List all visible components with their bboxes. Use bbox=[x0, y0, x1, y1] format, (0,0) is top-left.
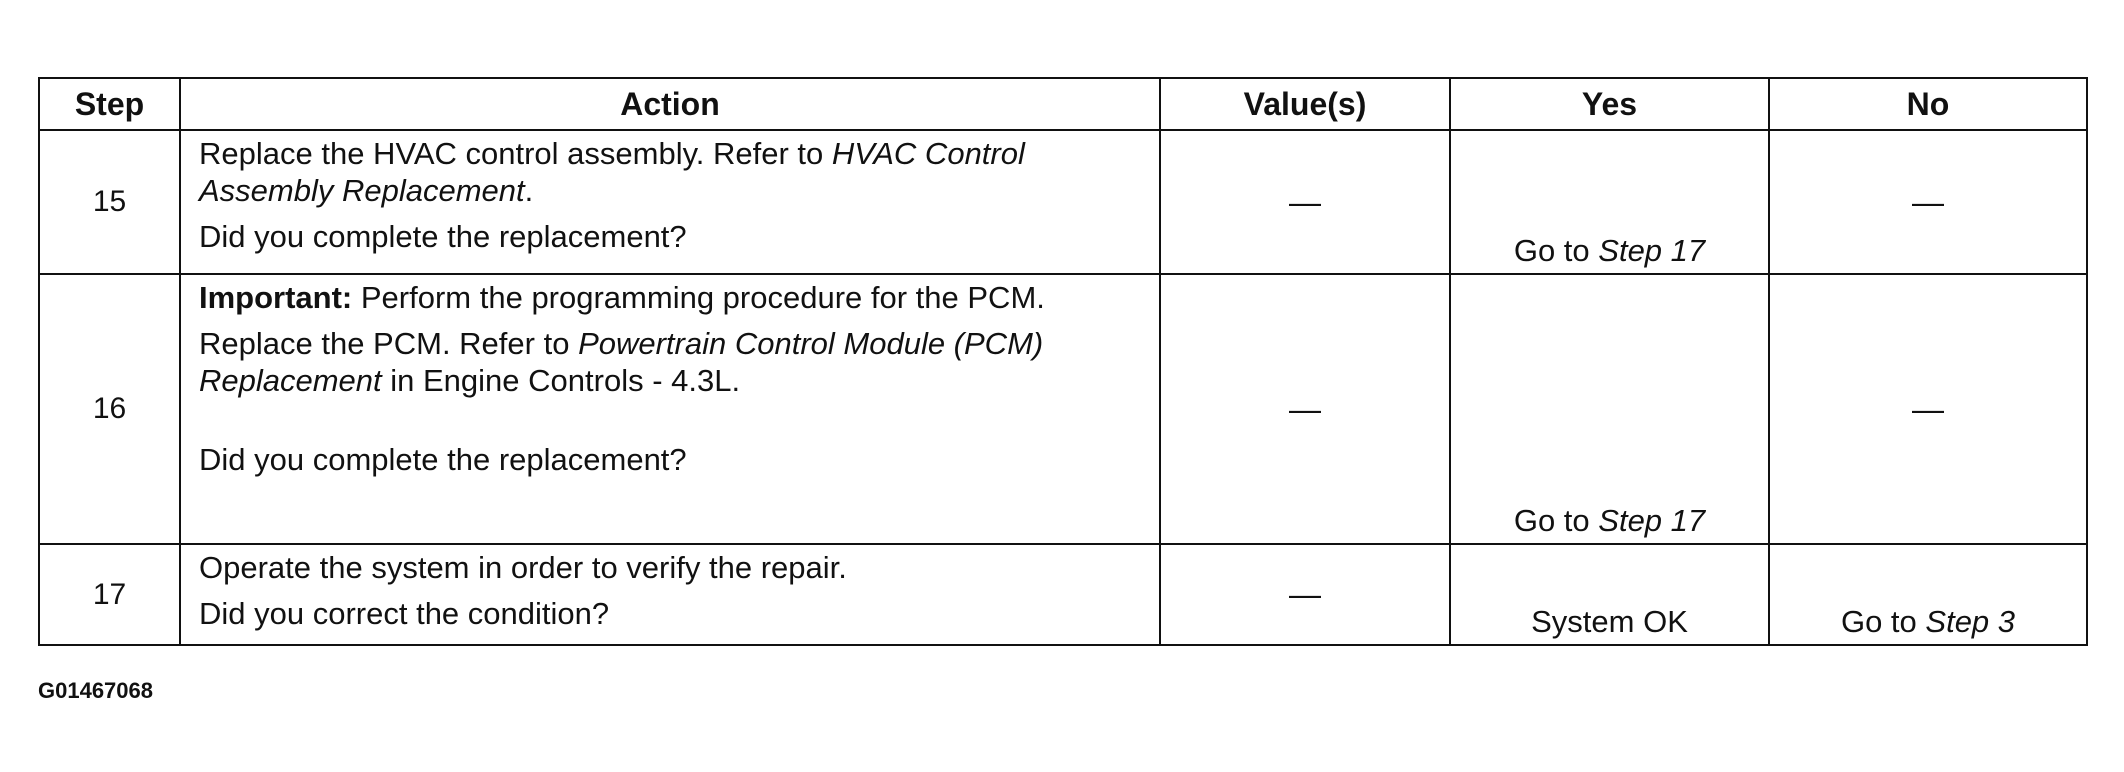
values-cell: — bbox=[1160, 544, 1450, 645]
action-question: Did you complete the replacement? bbox=[199, 442, 687, 477]
no-cell: — bbox=[1769, 130, 2087, 274]
header-no: No bbox=[1769, 78, 2087, 130]
figure-id: G01467068 bbox=[38, 678, 153, 703]
table-row bbox=[39, 544, 2087, 645]
header-step: Step bbox=[39, 78, 180, 130]
values-cell: — bbox=[1160, 274, 1450, 544]
action-instruction: Replace the PCM. Refer to Powertrain Control Module (PCM) Replacement in Engine Controls - 4.3L. bbox=[199, 326, 1044, 398]
no-cell: Go to Step 3 bbox=[1769, 544, 2087, 645]
important-label: Important: bbox=[199, 280, 353, 315]
action-cell bbox=[180, 544, 1160, 645]
yes-cell: Go to Step 17 bbox=[1450, 130, 1769, 274]
table-header-row bbox=[39, 78, 2087, 130]
yes-cell: Go to Step 17 bbox=[1450, 274, 1769, 544]
values-cell: — bbox=[1160, 130, 1450, 274]
table-row bbox=[39, 130, 2087, 274]
table-row bbox=[39, 274, 2087, 544]
action-instruction: Operate the system in order to verify the repair. bbox=[199, 550, 847, 585]
header-values: Value(s) bbox=[1160, 78, 1450, 130]
step-number: 17 bbox=[39, 544, 180, 645]
yes-cell: System OK bbox=[1450, 544, 1769, 645]
diagnostic-table bbox=[38, 77, 2088, 646]
step-reference: Step 17 bbox=[1598, 233, 1706, 268]
reference-link: HVAC Control Assembly Replacement bbox=[199, 136, 1025, 208]
action-cell bbox=[180, 274, 1160, 544]
reference-link: Powertrain Control Module (PCM) Replacement bbox=[199, 326, 1044, 398]
step-reference: Step 3 bbox=[1925, 604, 2016, 639]
no-cell: — bbox=[1769, 274, 2087, 544]
important-note: Important: Perform the programming procedure for the PCM. bbox=[199, 280, 1045, 315]
step-number: 15 bbox=[39, 130, 180, 274]
action-cell bbox=[180, 130, 1160, 274]
action-question: Did you correct the condition? bbox=[199, 596, 610, 631]
header-yes: Yes bbox=[1450, 78, 1769, 130]
action-question: Did you complete the replacement? bbox=[199, 219, 687, 254]
header-action: Action bbox=[180, 78, 1160, 130]
step-number: 16 bbox=[39, 274, 180, 544]
step-reference: Step 17 bbox=[1598, 503, 1706, 538]
action-instruction: Replace the HVAC control assembly. Refer to HVAC Control Assembly Replacement. bbox=[199, 136, 1025, 208]
